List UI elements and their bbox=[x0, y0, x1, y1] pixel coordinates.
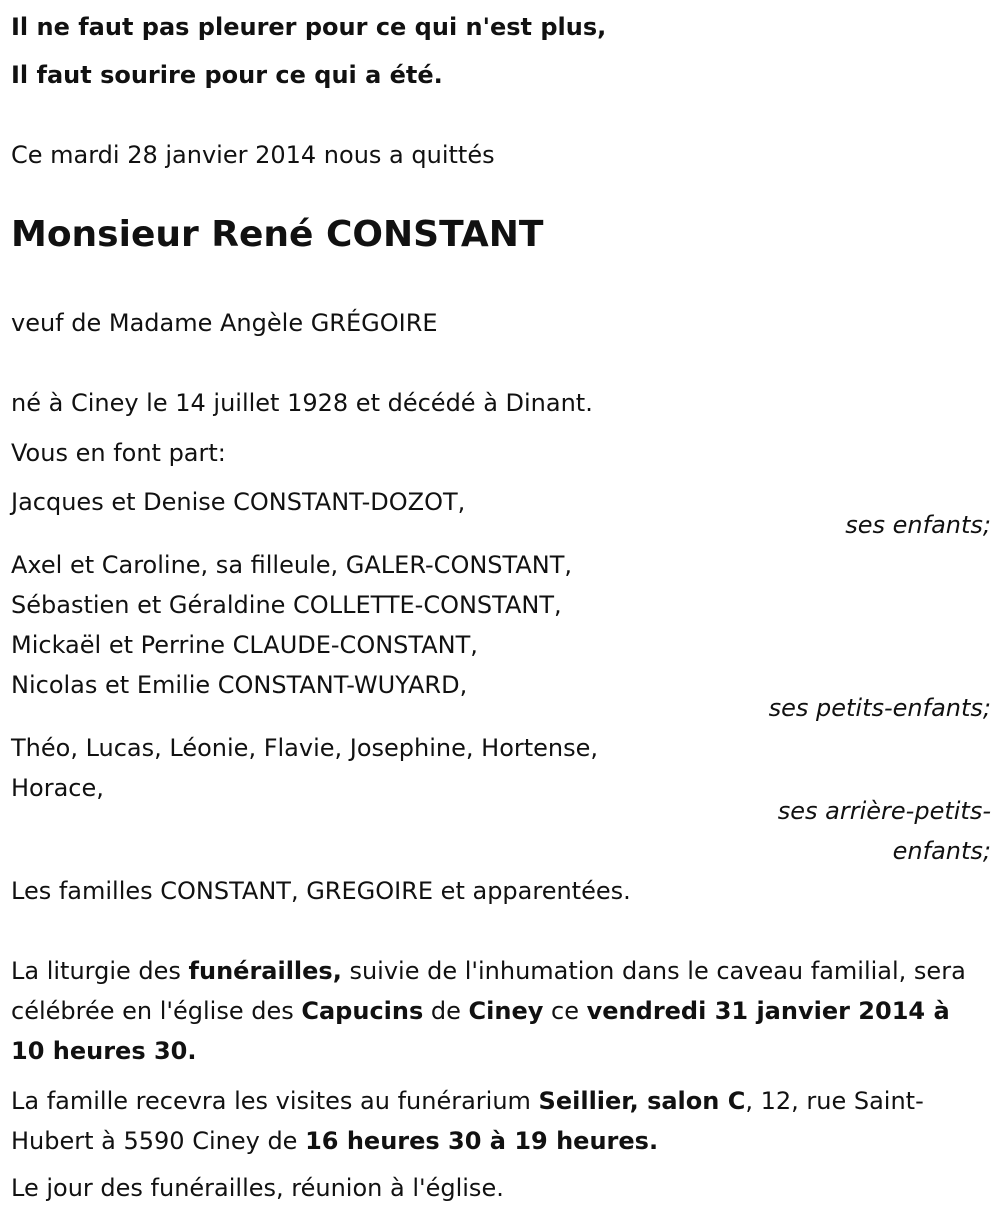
birth-death: né à Ciney le 14 juillet 1928 et décédé à Dinant. bbox=[11, 389, 593, 417]
death-announcement: Ce mardi 28 janvier 2014 nous a quittés bbox=[11, 141, 495, 169]
liturgy-text: La liturgie des bbox=[11, 957, 189, 985]
visitation-funeral-home: Seillier, salon C bbox=[538, 1087, 746, 1115]
great-grandchildren-relation-line-1: ses arrière-petits- bbox=[777, 797, 991, 825]
funeral-liturgy-paragraph bbox=[11, 951, 991, 1071]
liturgy-funerailles: funérailles, bbox=[188, 957, 342, 985]
liturgy-text: ce bbox=[543, 997, 587, 1025]
visitation-text: , 12, rue Saint-Hubert à 5590 Ciney de bbox=[11, 1087, 924, 1155]
visitation-paragraph bbox=[11, 1081, 991, 1161]
grandchildren-name: Mickaël et Perrine CLAUDE-CONSTANT, bbox=[11, 631, 478, 659]
visitation-text: La famille recevra les visites au funérarium bbox=[11, 1087, 539, 1115]
liturgy-church: Capucins bbox=[301, 997, 424, 1025]
great-grandchildren-relation-line-2: enfants; bbox=[892, 837, 991, 865]
liturgy-text: suivie de l'inhumation dans le caveau familial, sera célébrée en l'église des bbox=[11, 957, 966, 1025]
liturgy-text: de bbox=[423, 997, 469, 1025]
grandchildren-name: Nicolas et Emilie CONSTANT-WUYARD, bbox=[11, 671, 468, 699]
grandchildren-relation: ses petits-enfants; bbox=[768, 694, 991, 722]
liturgy-town: Ciney bbox=[468, 997, 544, 1025]
liturgy-date-time: vendredi 31 janvier 2014 à 10 heures 30. bbox=[11, 997, 950, 1065]
quote-line-2: Il faut sourire pour ce qui a été. bbox=[11, 61, 443, 89]
widower-of: veuf de Madame Angèle GRÉGOIRE bbox=[11, 309, 438, 337]
grandchildren-name: Sébastien et Géraldine COLLETTE-CONSTANT, bbox=[11, 591, 562, 619]
families-line: Les familles CONSTANT, GREGOIRE et apparentées. bbox=[11, 877, 631, 905]
visitation-hours: 16 heures 30 à 19 heures. bbox=[305, 1127, 659, 1155]
great-grandchildren-names: Théo, Lucas, Léonie, Flavie, Josephine, Hortense, bbox=[11, 734, 599, 762]
announcers-intro: Vous en font part: bbox=[11, 439, 226, 467]
meeting-note: Le jour des funérailles, réunion à l'église. bbox=[11, 1174, 504, 1202]
grandchildren-name: Axel et Caroline, sa filleule, GALER-CONSTANT, bbox=[11, 551, 572, 579]
deceased-name: Monsieur René CONSTANT bbox=[11, 214, 544, 255]
obituary-notice bbox=[11, 0, 991, 1225]
children-relation: ses enfants; bbox=[845, 511, 991, 539]
children-name: Jacques et Denise CONSTANT-DOZOT, bbox=[11, 488, 466, 516]
quote-line-1: Il ne faut pas pleurer pour ce qui n'est plus, bbox=[11, 13, 607, 41]
great-grandchildren-names: Horace, bbox=[11, 774, 104, 802]
